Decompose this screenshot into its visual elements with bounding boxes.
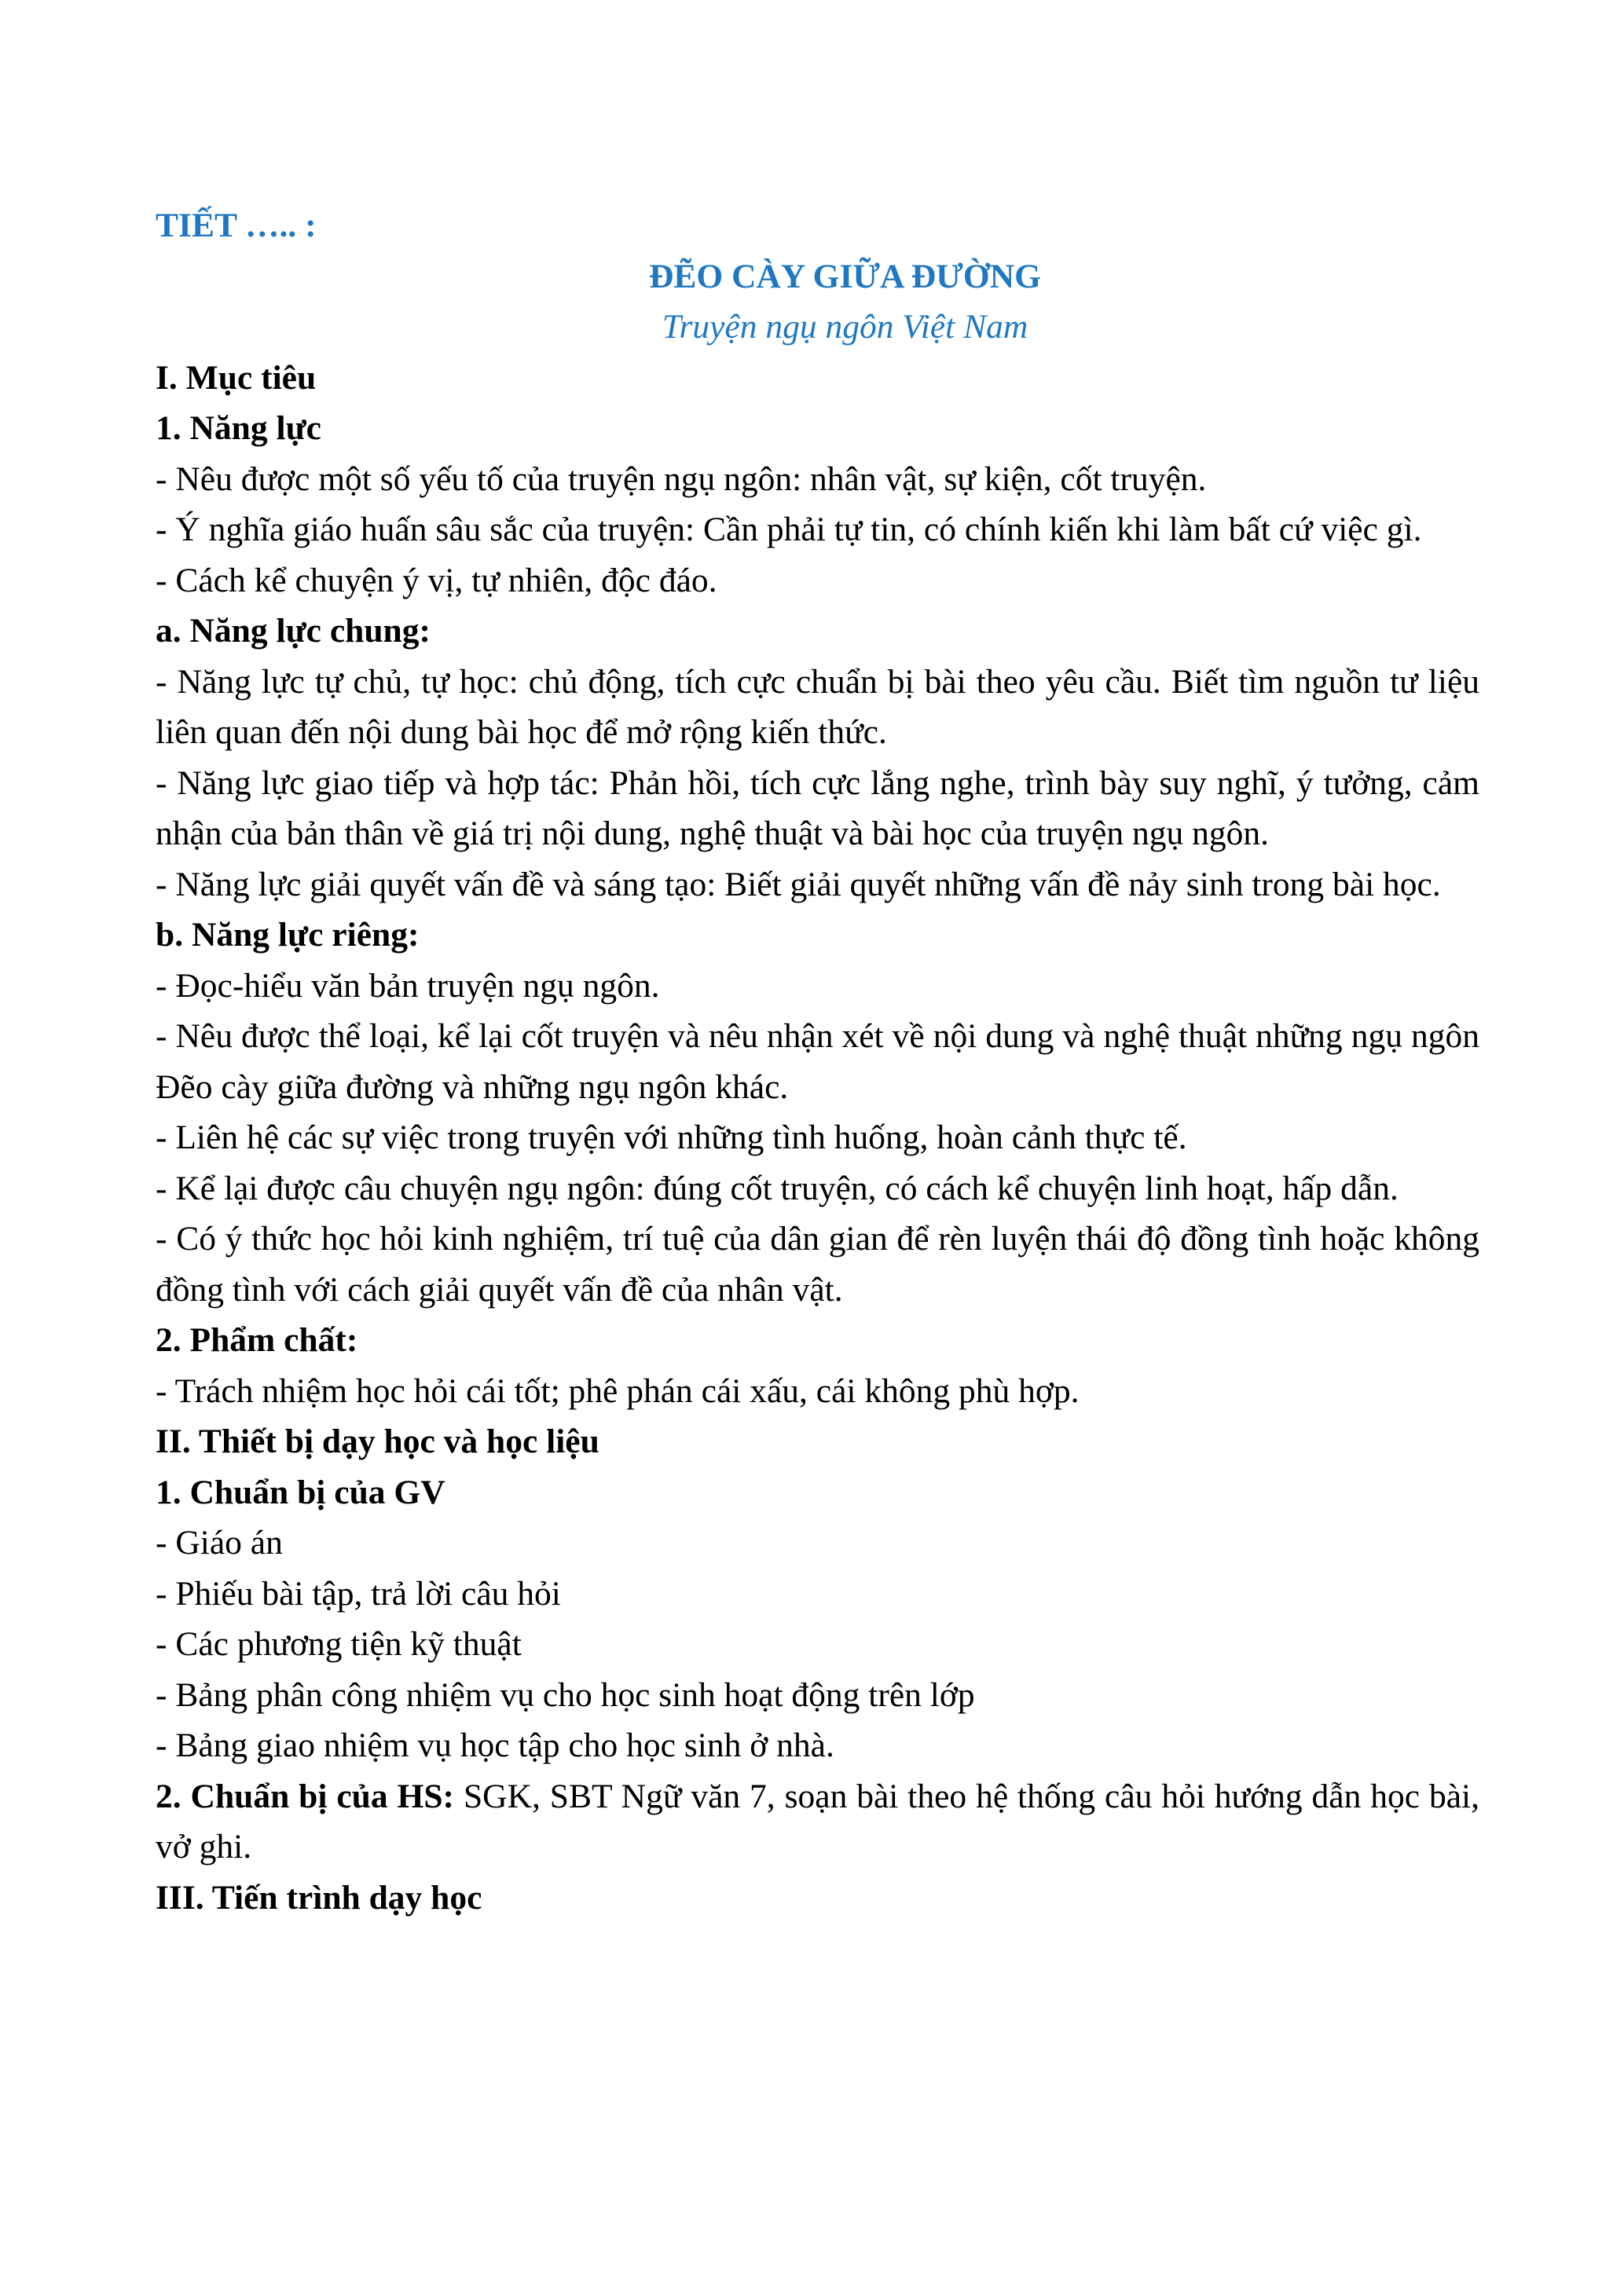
document-title: ĐẼO CÀY GIỮA ĐƯỜNG	[648, 257, 1042, 295]
list-item: - Liên hệ các sự việc trong truyện với những tình huống, hoàn cảnh thực tế.	[156, 1119, 1187, 1156]
list-item: - Giáo án	[156, 1524, 283, 1562]
process-heading: III. Tiến trình dạy học	[156, 1878, 482, 1917]
student-prep-text: SGK, SBT Ngữ văn 7, soạn bài theo hệ thống câu hỏi hướng dẫn học bài, vở ghi.	[156, 1777, 1480, 1866]
teacher-prep-heading: 1. Chuẩn bị của GV	[156, 1473, 445, 1511]
document-page	[156, 200, 1479, 1923]
competence-heading: 1. Năng lực	[156, 409, 321, 447]
list-item: - Năng lực giao tiếp và hợp tác: Phản hồi, tích cực lắng nghe, trình bày suy nghĩ, ý tưởng, cảm nhận của bản thân về giá trị nội dung, nghệ thuật và bài học của truyện ngụ ngôn.	[156, 764, 1479, 852]
list-item: - Trách nhiệm học hỏi cái tốt; phê phán cái xấu, cái không phù hợp.	[156, 1371, 1080, 1410]
list-item: - Phiếu bài tập, trả lời câu hỏi	[156, 1574, 561, 1613]
qualities-heading: 2. Phẩm chất:	[156, 1321, 358, 1359]
general-competence-heading: a. Năng lực chung:	[156, 612, 431, 650]
list-item: - Nêu được một số yếu tố của truyện ngụ ngôn: nhân vật, sự kiện, cốt truyện.	[156, 460, 1207, 498]
list-item: - Bảng giao nhiệm vụ học tập cho học sinh ở nhà.	[156, 1727, 834, 1764]
objectives-heading: I. Mục tiêu	[156, 358, 317, 397]
list-item: - Bảng phân công nhiệm vụ cho học sinh hoạt động trên lớp	[156, 1675, 975, 1714]
specific-competence-heading: b. Năng lực riêng:	[156, 916, 420, 954]
list-item: - Các phương tiện kỹ thuật	[156, 1625, 522, 1663]
list-item: - Cách kể chuyện ý vị, tự nhiên, độc đáo.	[156, 561, 717, 599]
student-prep-paragraph	[156, 1771, 1479, 1873]
list-item: - Đọc-hiểu văn bản truyện ngụ ngôn.	[156, 966, 660, 1005]
student-prep-label: 2. Chuẩn bị của HS:	[156, 1777, 455, 1815]
list-item: - Kể lại được câu chuyện ngụ ngôn: đúng cốt truyện, có cách kể chuyện linh hoạt, hấp dẫn.	[156, 1169, 1399, 1207]
list-item: - Ý nghĩa giáo huấn sâu sắc của truyện: Cần phải tự tin, có chính kiến khi làm bất cứ việc gì.	[156, 511, 1422, 548]
list-item: - Nêu được thể loại, kể lại cốt truyện và nêu nhận xét về nội dung và nghệ thuật những ngụ ngôn Đẽo cày giữa đường và những ngụ ngôn khác.	[156, 1017, 1479, 1106]
list-item: - Năng lực giải quyết vấn đề và sáng tạo: Biết giải quyết những vấn đề nảy sinh trong bài học.	[156, 865, 1441, 903]
document-subtitle: Truyện ngụ ngôn Việt Nam	[662, 308, 1028, 346]
list-item: - Năng lực tự chủ, tự học: chủ động, tích cực chuẩn bị bài theo yêu cầu. Biết tìm nguồn tư liệu liên quan đến nội dung bài học để mở rộng kiến thức.	[156, 662, 1479, 751]
list-item: - Có ý thức học hỏi kinh nghiệm, trí tuệ của dân gian để rèn luyện thái độ đồng tình hoặc không đồng tình với cách giải quyết vấn đề của nhân vật.	[156, 1220, 1479, 1309]
lesson-label: TIẾT ….. :	[156, 207, 317, 244]
equipment-heading: II. Thiết bị dạy học và học liệu	[156, 1423, 599, 1460]
